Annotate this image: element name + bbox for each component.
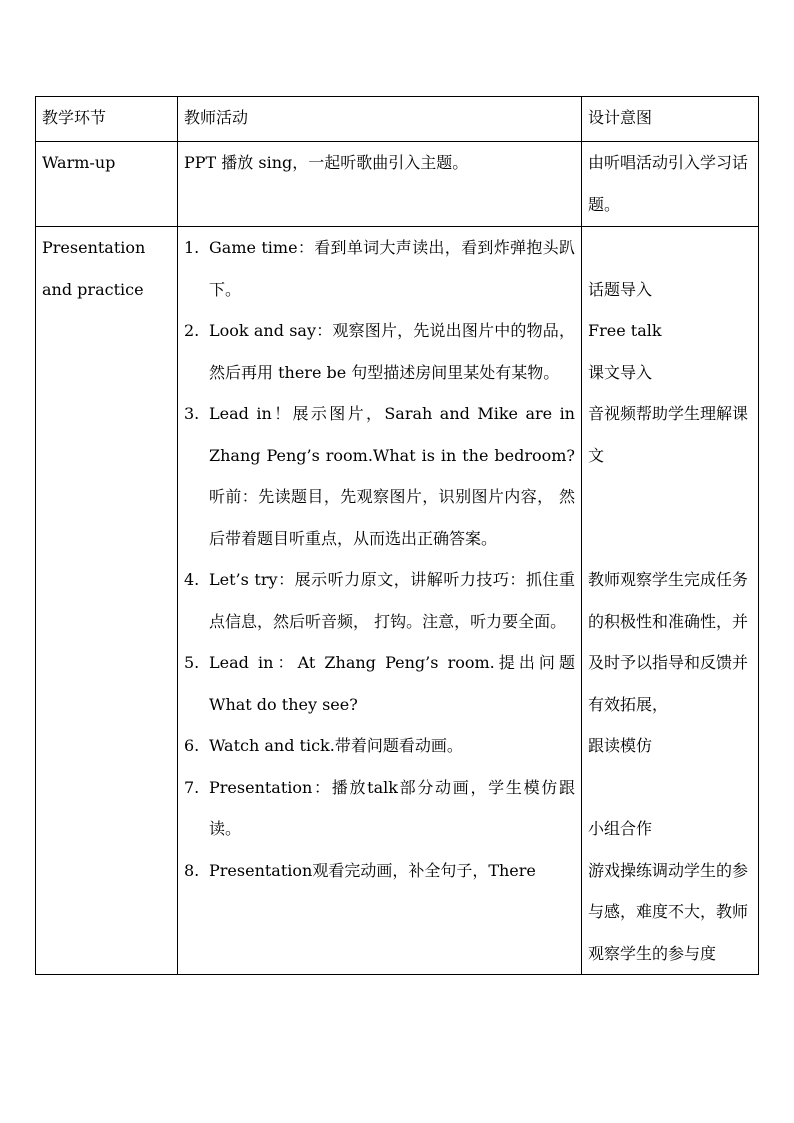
intent-line	[588, 518, 752, 560]
activity-steps-list	[184, 227, 575, 891]
intent-line: 教师观察学生完成任务的积极性和准确性，并及时予以指导和反馈并有效拓展，	[588, 570, 749, 714]
list-item: 1. Game time：看到单词大声读出，看到炸弹抱头趴下。	[184, 238, 575, 299]
list-item: 2. Look and say：观察图片，先说出图片中的物品，然后再用 there be 句型描述房间里某处有某物。	[184, 321, 575, 382]
intent-cell: 由听唱活动引入学习话题。	[582, 142, 759, 227]
list-item: 5. Lead in：At Zhang Peng’s room.提出问题 What do they see?	[184, 653, 575, 714]
header-stage: 教学环节	[36, 97, 178, 142]
list-item: 6. Watch and tick.带着问题看动画。	[184, 736, 463, 755]
intent-line: 跟读模仿	[588, 736, 653, 755]
activity-cell: PPT 播放 sing，一起听歌曲引入主题。	[178, 142, 582, 227]
intent-line: Free talk	[588, 321, 662, 340]
list-item: 3. Lead in！展示图片，Sarah and Mike are in Zhang Peng’s room.What is in the bedroom?听前：先读题目，先观察图片，识别图片内容， 然后带着题目听重点，从而选出正确答案。	[184, 404, 575, 548]
intent-line: 话题导入	[588, 279, 653, 299]
activity-cell	[178, 227, 582, 975]
intent-line	[588, 227, 752, 269]
stage-cell: Presentation and practice	[36, 227, 178, 975]
lesson-plan-table	[35, 96, 759, 975]
header-intent: 设计意图	[582, 97, 759, 142]
table-header-row	[36, 97, 759, 142]
table-row	[36, 227, 759, 975]
header-activity: 教师活动	[178, 97, 582, 142]
stage-cell: Warm-up	[36, 142, 178, 227]
list-item: 7. Presentation：播放talk部分动画，学生模仿跟读。	[184, 777, 575, 838]
intent-line: 课文导入	[588, 362, 653, 382]
table-row	[36, 142, 759, 227]
intent-line	[588, 767, 752, 809]
intent-line: 游戏操练调动学生的参与感，难度不大，教师观察学生的参与度	[588, 860, 749, 963]
intent-cell	[582, 227, 759, 975]
list-item: 8. Presentation观看完动画，补全句子，There	[184, 860, 536, 880]
intent-line: 音视频帮助学生理解课文	[588, 404, 749, 465]
list-item: 4. Let’s try：展示听力原文，讲解听力技巧：抓住重点信息，然后听音频， 打钩。注意，听力要全面。	[184, 570, 575, 631]
intent-line: 小组合作	[588, 819, 653, 838]
intent-line	[588, 476, 752, 518]
